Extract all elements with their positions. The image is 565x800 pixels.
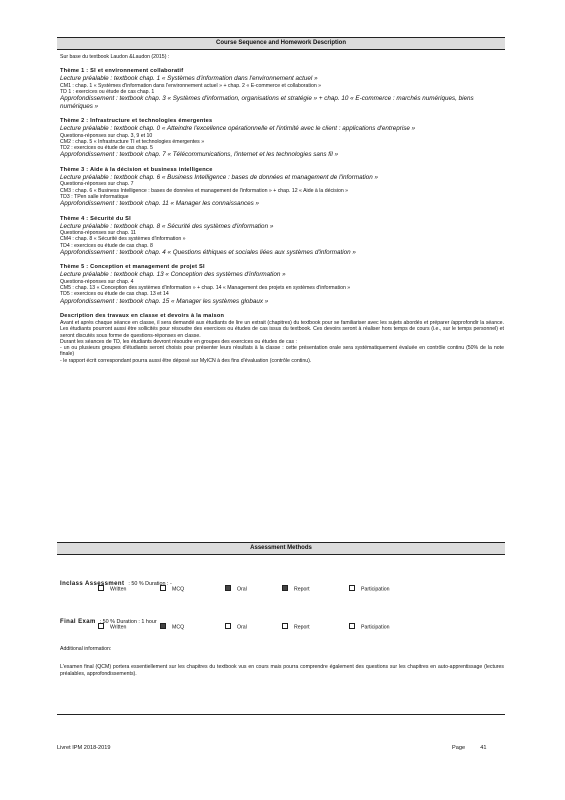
description-line: - le rapport écrit correspondant pourra aussi être déposé sur MyICN à des fins d'évaluation (contrôle continu). [60,357,312,364]
exam-option-written[interactable] [98,586,126,592]
exam-option-label: Report [294,624,310,631]
theme-reading-line: Approfondissement : textbook chap. 15 « Manager les systèmes globaux » [60,297,269,305]
themes-list [60,68,504,313]
description-line: Durant les séances de TD, les étudiants devront résoudre en groupes des exercices ou études de cas : [60,338,297,345]
exam-options-row [60,586,504,596]
checkbox-icon[interactable] [160,585,166,591]
footer-page-number [452,745,486,751]
description-line: - un ou plusieurs groupes d'étudiants seront choisis pour présenter leurs résultats à la classe : cette présentation orale sera systématiquement évaluée en contrôle continu (50% de la note finale) [60,345,504,358]
theme-session-line: TD3 : TPen salle informatique [60,193,129,200]
theme-session-line: Questions-réponses sur chap. 7 [60,181,134,188]
exam-option-report[interactable] [282,586,310,592]
theme-reading-line: Lecture préalable : textbook chap. 0 « Atteindre l'excellence opérationnelle et l'intimité avec le client : applications d'entreprise » [60,125,416,133]
description-lines [60,339,504,364]
checkbox-icon[interactable] [225,585,231,591]
course-sequence-header: Course Sequence and Homework Description [57,37,505,50]
exam-option-label: Participation [361,624,390,631]
intro-text: Sur base du textbook Laudon &Laudon (2015) : [60,54,170,60]
theme-title: Thème 2 : Infrastructure et technologies émergentes [60,118,213,125]
theme-reading-line: Approfondissement : textbook chap. 4 « Questions éthiques et sociales liées aux systèmes d'information » [60,248,356,256]
exam-weight-duration: : 50 % Duration : - [128,581,172,587]
checkbox-icon[interactable] [98,623,104,629]
theme-title: Thème 4 : Sécurité du SI [60,215,131,222]
exam-option-label: Written [110,586,127,593]
exam-block [60,572,504,610]
exam-option-oral[interactable] [225,624,247,630]
theme-block [60,68,504,118]
exam-option-participation[interactable] [349,624,390,630]
theme-block [60,167,504,216]
theme-title: Thème 5 : Conception et management de projet SI [60,264,205,271]
theme-reading-line: Approfondissement : textbook chap. 7 « Télécommunications, l'internet et les technologies sans fil » [60,151,339,159]
theme-reading-line: Lecture préalable : textbook chap. 8 « Sécurité des systèmes d'information » [60,222,274,230]
exams-list [60,572,504,640]
theme-reading-line: Lecture préalable : textbook chap. 13 « Conception des systèmes d'information » [60,271,286,279]
exam-option-label: MCQ [172,586,185,593]
checkbox-icon[interactable] [225,623,231,629]
exam-option-report[interactable] [282,624,310,630]
additional-info-label: Additional information: [60,646,112,652]
exam-option-oral[interactable] [225,586,247,592]
checkbox-icon[interactable] [160,623,166,629]
theme-session-line: TD 1 : exercices ou étude de cas chap. 1 [60,89,155,95]
theme-session-line: CM3 : chap. 6 « Business Intelligence : bases de données et management de l'information » + chap. 12 « Aide à la décision » [60,187,349,194]
exam-option-label: Participation [361,586,390,593]
assessment-methods-header: Assessment Methods [57,542,505,555]
theme-title: Thème 1 : SI et environnement collaboratif [60,68,184,75]
exam-title: Final Exam [60,619,96,625]
theme-reading-line: Approfondissement : textbook chap. 11 « Manager les connaissances » [60,200,260,208]
theme-session-line: Questions-réponses sur chap. 4 [60,278,134,285]
exam-options-row [60,624,504,634]
checkbox-icon[interactable] [98,585,104,591]
theme-title: Thème 3 : Aide à la décision et business intelligence [60,166,213,173]
exam-option-label: Written [110,624,127,631]
theme-session-line: TD2 : exercices ou étude de cas chap. 5 [60,145,153,152]
bottom-divider [57,714,505,715]
theme-session-line: CM5 : chap. 13 « Conception des systèmes d'information » + chap. 14 « Management des projets en systèmes d'information » [60,284,351,291]
footer-page-value: 41 [480,745,487,751]
exam-option-mcq[interactable] [160,624,184,630]
footer-page-label: Page [452,745,466,751]
assessment-body [60,572,504,677]
theme-session-line: Questions-réponses sur chap. 3, 9 et 10 [60,132,153,139]
theme-block [60,118,504,167]
exam-option-label: Oral [237,586,247,593]
exam-block [60,610,504,640]
theme-reading-line: Lecture préalable : textbook chap. 6 « Business Intelligence : bases de données et management de l'information » [60,173,378,181]
checkbox-icon[interactable] [282,623,288,629]
exam-option-label: MCQ [172,624,185,631]
exam-title: Inclass Assessment [60,581,125,587]
theme-session-line: CM1 : chap. 1 « Systèmes d'information dans l'environnement actuel » + chap. 2 « E-commerce et collaboration » [60,82,322,89]
description-paragraph: Avant et après chaque séance en classe, il sera demandé aux étudiants de lire un extrait (chapitres) du textbook pour se familiariser avec les sujets abordés et préparer /approfondir la séance. Les étudiants pourront aussi être sollicités pour résoudre des exercices ou études de cas issus du textbook. Ces devoirs seront à réaliser hors temps de cours (i.e., sur le temps personnel) et seront discutés sous forme de questions-réponses en classe. [60,319,504,339]
additional-info-text: L'examen final (QCM) portera essentiellement sur les chapitres du textbook vus en cours mais pourra comprendre également des questions sur les chapitres en auto-apprentissage (lectures préalables, approfondissements). [60,664,504,677]
course-sequence-body [60,54,504,364]
theme-block [60,264,504,313]
exam-option-written[interactable] [98,624,126,630]
theme-session-line: TD5 : exercices ou étude de cas chap. 13 et 14 [60,291,169,298]
exam-option-label: Oral [237,624,247,631]
checkbox-icon[interactable] [349,623,355,629]
theme-session-line: CM4 : chap. 8 « Sécurité des systèmes d'information » [60,236,186,243]
theme-reading-line: Lecture préalable : textbook chap. 1 « Systèmes d'information dans l'environnement actuel » [60,75,318,83]
exam-option-label: Report [294,586,310,593]
theme-block [60,216,504,265]
checkbox-icon[interactable] [349,585,355,591]
theme-reading-line: Approfondissement : textbook chap. 3 « Systèmes d'information, organisations et stratégie » + chap. 10 « E-commerce : marchés numériques, biens numériques » [60,95,474,110]
description-title: Description des travaux en classe et devoirs à la maison [60,312,225,319]
footer-booklet-title: Livret IPM 2018-2019 [57,745,111,751]
checkbox-icon[interactable] [282,585,288,591]
theme-session-line: Questions-réponses sur chap. 11 [60,229,137,236]
theme-session-line: TD4 : exercices ou étude de cas chap. 8 [60,242,153,249]
exam-option-participation[interactable] [349,586,390,592]
exam-option-mcq[interactable] [160,586,184,592]
exam-weight-duration: : 50 % Duration : 1 hour [99,619,157,625]
theme-session-line: CM2 : chap. 5 « Infrastructure TI et technologies émergentes » [60,138,205,145]
